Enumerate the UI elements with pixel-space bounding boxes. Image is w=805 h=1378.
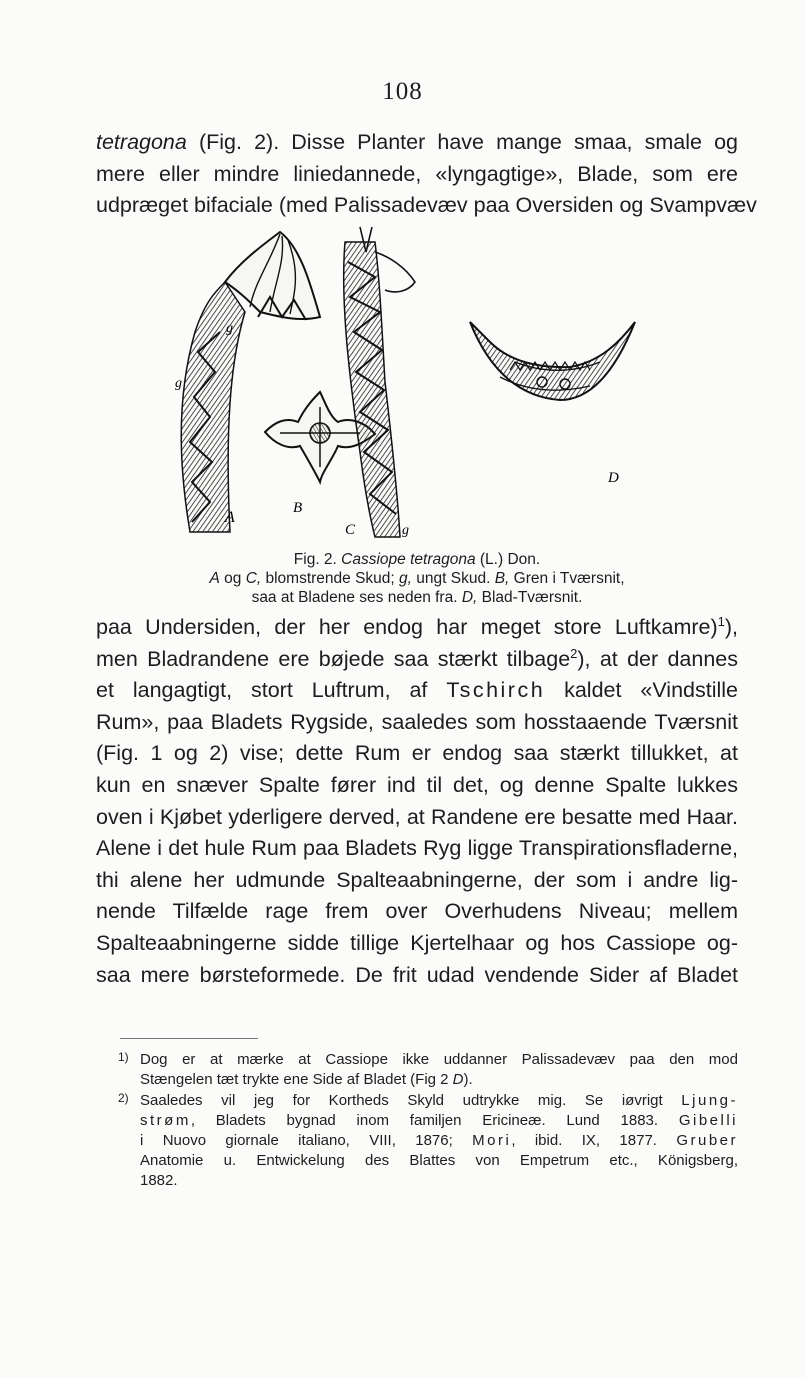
page-number: 108 xyxy=(382,78,423,105)
footnote-1: 1) Dog er at mærke at Cassiope ikke uddanner Palissadevæv paa den mod Stængelen tæt trykte ene Side af Bladet (Fig 2 D). xyxy=(118,1050,738,1088)
para2-line-12: saa mere børsteformede. De frit udad vendende Sider af Bladet xyxy=(96,962,738,987)
para2-line-10: nende Tilfælde rage frem over Overhudens Niveau; mellem xyxy=(96,899,738,924)
paragraph-1 xyxy=(96,127,757,222)
caption-line-2: A og C, blomstrende Skud; g, ungt Skud. B, Gren i Tværsnit, xyxy=(209,570,625,587)
footnote-1-marker: 1) xyxy=(118,1050,129,1064)
footnote-divider xyxy=(120,1038,258,1039)
para1-line-1: tetragona (Fig. 2). Disse Planter have mange smaa, smale og xyxy=(96,130,738,154)
shoot-a-drawing xyxy=(181,232,320,532)
label-b: B xyxy=(293,500,303,516)
label-g-3: g xyxy=(402,523,409,538)
species-epithet: tetragona xyxy=(96,130,187,154)
para2-line-3: et langagtigt, stort Luftrum, af Tschirch kaldet «Vindstille xyxy=(96,678,738,703)
label-g-2: g xyxy=(175,376,182,391)
para1-line-3: udpræget bifaciale (med Palissadevæv paa Oversiden og Svampvæv xyxy=(96,193,757,218)
label-a: A xyxy=(225,509,235,526)
para2-line-9: thi alene her udmunde Spalteaabningerne, der som i andre lig- xyxy=(96,867,738,892)
para2-line-5: (Fig. 1 og 2) vise; dette Rum er endog saa stærkt tillukket, at xyxy=(96,741,738,766)
para2-line-4: Rum», paa Bladets Rygside, saaledes som hosstaaende Tværsnit xyxy=(96,709,738,734)
para2-line-6: kun en snæver Spalte fører ind til det, og denne Spalte lukkes xyxy=(96,772,738,797)
para2-line-1: paa Undersiden, der her endog har meget store Luftkamre)$^1$), xyxy=(96,614,738,639)
caption-line-1: Fig. 2. Cassiope tetragona (L.) Don. xyxy=(293,551,541,568)
para1-line-2: mere eller mindre liniedannede, «lyngagtige», Blade, som ere xyxy=(96,161,738,186)
figure-caption xyxy=(96,550,738,607)
caption-line-3: saa at Bladene ses neden fra. D, Blad-Tværsnit. xyxy=(251,589,583,606)
label-g-1: g xyxy=(226,321,233,336)
label-c: C xyxy=(345,522,356,538)
para2-line-7: oven i Kjøbet yderligere derved, at Randene ere besatte med Haar. xyxy=(96,804,738,829)
footnote-2-marker: 2) xyxy=(118,1091,129,1105)
paragraph-2 xyxy=(96,612,738,991)
figure-2-illustration xyxy=(170,222,640,540)
para2-line-11: Spalteaabningerne sidde tillige Kjertelhaar og hos Cassiope og- xyxy=(96,930,738,955)
para2-line-8: Alene i det hule Rum paa Bladets Ryg ligge Transpirationsfladerne, xyxy=(96,836,738,861)
footnotes xyxy=(118,1050,738,1192)
label-d: D xyxy=(608,470,619,486)
para2-line-2: men Bladrandene ere bøjede saa stærkt tilbage$^2$), at der dannes xyxy=(96,645,738,671)
footnote-2: 2) Saaledes vil jeg for Kortheds Skyld udtrykke mig. Se iøvrigt Ljung- strøm, Bladets bygnad inom familjen Ericineæ. Lund 1883. Gibelli i Nuovo giornale italiano, VIII, 1876; Mori, ibid. IX, 1877. Gruber Anatomie u. Entwickelung des Blattes von Empetrum etc., Königsberg, 1882. xyxy=(118,1091,738,1189)
shoot-c-drawing xyxy=(344,227,415,537)
botanical-drawing xyxy=(170,222,640,540)
leaf-d-cross-section-drawing xyxy=(470,322,635,400)
